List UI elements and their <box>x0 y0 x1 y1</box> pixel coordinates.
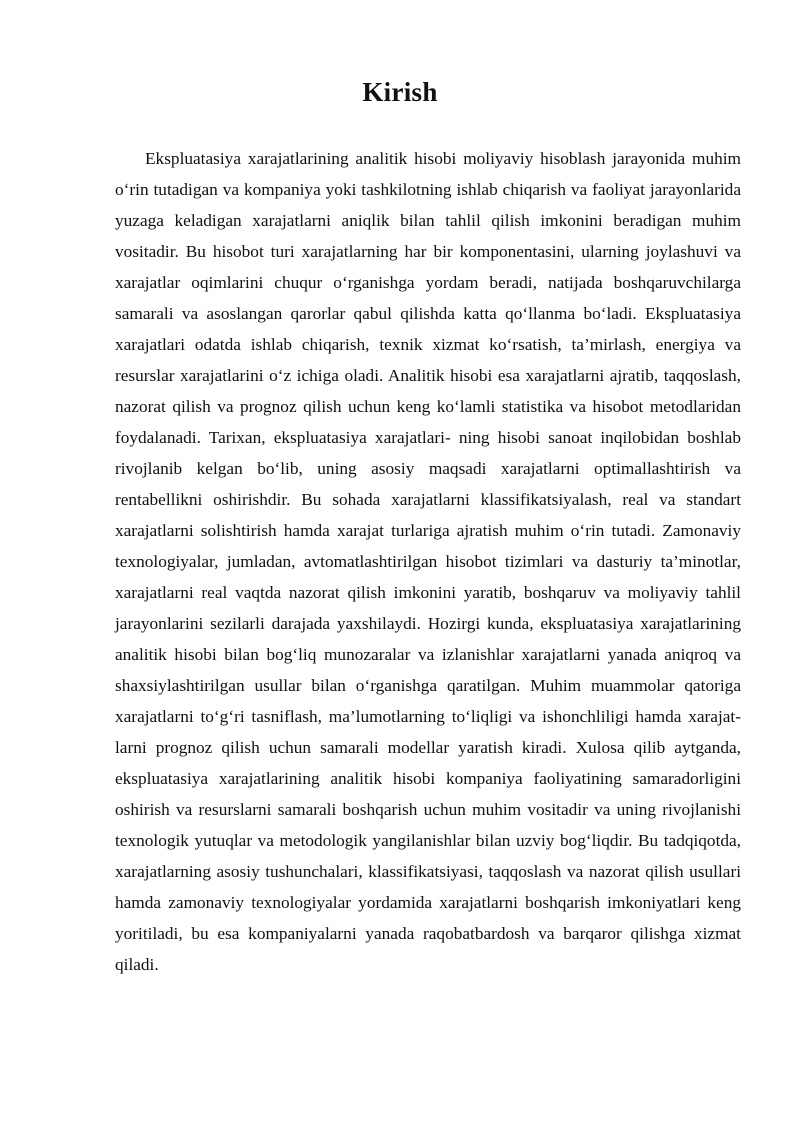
body-paragraph: Ekspluatasiya xarajatlarining analitik hisobi moliyaviy hisoblash jarayonida muhim o‘rin tutadigan va kompaniya yoki tashkilotning ishlab chiqarish va faoliyat jarayonlarida yuzaga keladigan xarajatlarni aniqlik bilan tahlil qilish imkonini beradigan muhim vositadir. Bu hisobot turi xarajatlarning har bir komponentasini, ularning joylashuvi va xarajatlar oqimlarini chuqur o‘rganishga yordam beradi, natijada boshqaruvchilarga samarali va asoslangan qarorlar qabul qilishda katta qo‘llanma bo‘ladi. Ekspluatasiya xarajatlari odatda ishlab chiqarish, texnik xizmat ko‘rsatish, ta’mirlash, energiya va resurslar xarajatlarini o‘z ichiga oladi. Analitik hisobi esa xarajatlarni ajratib, taqqoslash, nazorat qilish va prognoz qilish uchun keng ko‘lamli statistika va hisobot metodlaridan foydalanadi. Tarixan, ekspluatasiya xarajatlari- ning hisobi sanoat inqilobidan boshlab rivojlanib kelgan bo‘lib, uning asosiy maqsadi xarajatlarni optimallashtirish va rentabellikni oshirishdir. Bu sohada xarajatlarni klassifikatsiyalash, real va standart xarajatlarni solishtirish hamda xarajat turlariga ajratish muhim o‘rin tutadi. Zamonaviy texnologiyalar, jumladan, avtomatlashtirilgan hisobot tizimlari va dasturiy ta’minotlar, xarajatlarni real vaqtda nazorat qilish imkonini yaratib, boshqaruv va moliyaviy tahlil jarayonlarini sezilarli darajada yaxshilaydi. Hozirgi kunda, ekspluatasiya xarajatlarining analitik hisobi bilan bog‘liq munozaralar va izlanishlar xarajatlarni yanada aniqroq va shaxsiylashtirilgan usullar bilan o‘rganishga qaratilgan. Muhim muammolar qatoriga xarajatlarni to‘g‘ri tasniflash, ma’lumotlarning to‘liqligi va ishonchliligi hamda xarajatlarni prognoz qilish uchun samarali modellar yaratish kiradi. Xulosa qilib aytganda, ekspluatasiya xarajatlarining analitik hisobi kompaniya faoliyatining samaradorligini oshirish va resurslarni samarali boshqarish uchun muhim vositadir va uning rivojlanishi texnologik yutuqlar va metodologik yangilanishlar bilan uzviy bog‘liqdir. Bu tadqiqotda, xarajatlarning asosiy tushunchalari, klassifikatsiyasi, taqqoslash va nazorat qilish usullari hamda zamonaviy texnologiyalar yordamida xarajatlarni boshqarish imkoniyatlari keng yoritiladi, bu esa kompaniyalarni yanada raqobatbardosh va barqaror qilishga xizmat qiladi. <box>115 149 741 974</box>
page-title: Kirish <box>362 77 438 107</box>
